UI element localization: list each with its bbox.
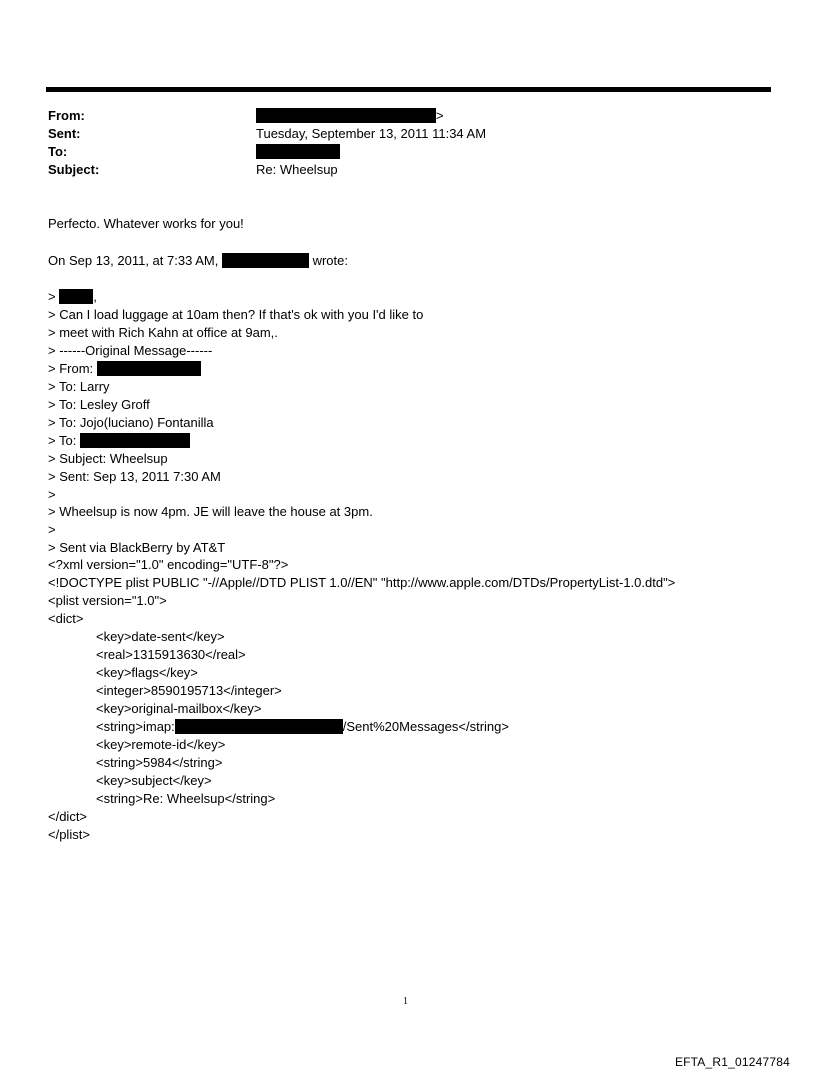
plist-line: <!DOCTYPE plist PUBLIC "-//Apple//DTD PLIST 1.0//EN" "http://www.apple.com/DTDs/PropertyList-1.0.dtd"> <box>48 575 676 590</box>
quoted-from: > From: <box>48 360 201 378</box>
plist-line: <string>5984</string> <box>96 755 223 770</box>
plist-line: <key>flags</key> <box>96 665 198 680</box>
sent-label: Sent: <box>48 126 81 141</box>
redaction-box <box>175 719 343 734</box>
page-number: 1 <box>403 996 408 1007</box>
plist-line: <string>imap: /Sent%20Messages</string> <box>96 719 509 734</box>
attribution-line: On Sep 13, 2011, at 7:33 AM, wrote: <box>48 253 348 268</box>
plist-line: <plist version="1.0"> <box>48 593 167 608</box>
quoted-line: > Sent via BlackBerry by AT&T <box>48 540 226 555</box>
from-label: From: <box>48 108 85 123</box>
to-value <box>256 143 340 161</box>
document-id: EFTA_R1_01247784 <box>674 1055 790 1069</box>
plist-line: <dict> <box>48 611 84 626</box>
subject-value: Re: Wheelsup <box>256 162 338 177</box>
redaction-box <box>222 253 309 268</box>
quoted-line: > To: Lesley Groff <box>48 397 150 412</box>
quoted-line: > Wheelsup is now 4pm. JE will leave the house at 3pm. <box>48 504 373 519</box>
plist-line: <string>Re: Wheelsup</string> <box>96 791 276 806</box>
redaction-box <box>256 144 340 159</box>
plist-line: <key>date-sent</key> <box>96 629 225 644</box>
from-value: > <box>256 107 444 125</box>
plist-line: </dict> <box>48 809 88 824</box>
plist-line: <real>1315913630</real> <box>96 647 246 662</box>
quoted-to: > To: <box>48 432 190 450</box>
sent-value: Tuesday, September 13, 2011 11:34 AM <box>256 126 487 141</box>
plist-line: <?xml version="1.0" encoding="UTF-8"?> <box>48 557 289 572</box>
redaction-box <box>256 108 436 123</box>
plist-line: <key>subject</key> <box>96 773 212 788</box>
quoted-line: > ------Original Message------ <box>48 343 213 358</box>
quoted-line: > <box>48 522 56 537</box>
redaction-box <box>97 361 201 376</box>
to-label: To: <box>48 144 68 159</box>
quoted-greeting: > , <box>48 289 97 304</box>
quoted-line: > To: Larry <box>48 379 110 394</box>
redaction-box <box>59 289 93 304</box>
plist-line: <key>original-mailbox</key> <box>96 701 262 716</box>
quoted-line: > To: Jojo(luciano) Fontanilla <box>48 415 214 430</box>
plist-line: </plist> <box>48 827 90 842</box>
quoted-line: > <box>48 487 56 502</box>
subject-label: Subject: <box>48 162 100 177</box>
plist-line: <integer>8590195713</integer> <box>96 683 282 698</box>
quoted-line: > meet with Rich Kahn at office at 9am,. <box>48 325 278 340</box>
plist-line: <key>remote-id</key> <box>96 737 226 752</box>
reply-text: Perfecto. Whatever works for you! <box>48 216 244 231</box>
quoted-line: > Sent: Sep 13, 2011 7:30 AM <box>48 469 221 484</box>
quoted-line: > Subject: Wheelsup <box>48 451 168 466</box>
redaction-box <box>80 433 190 448</box>
header-rule <box>46 87 771 92</box>
quoted-line: > Can I load luggage at 10am then? If that's ok with you I'd like to <box>48 307 424 322</box>
